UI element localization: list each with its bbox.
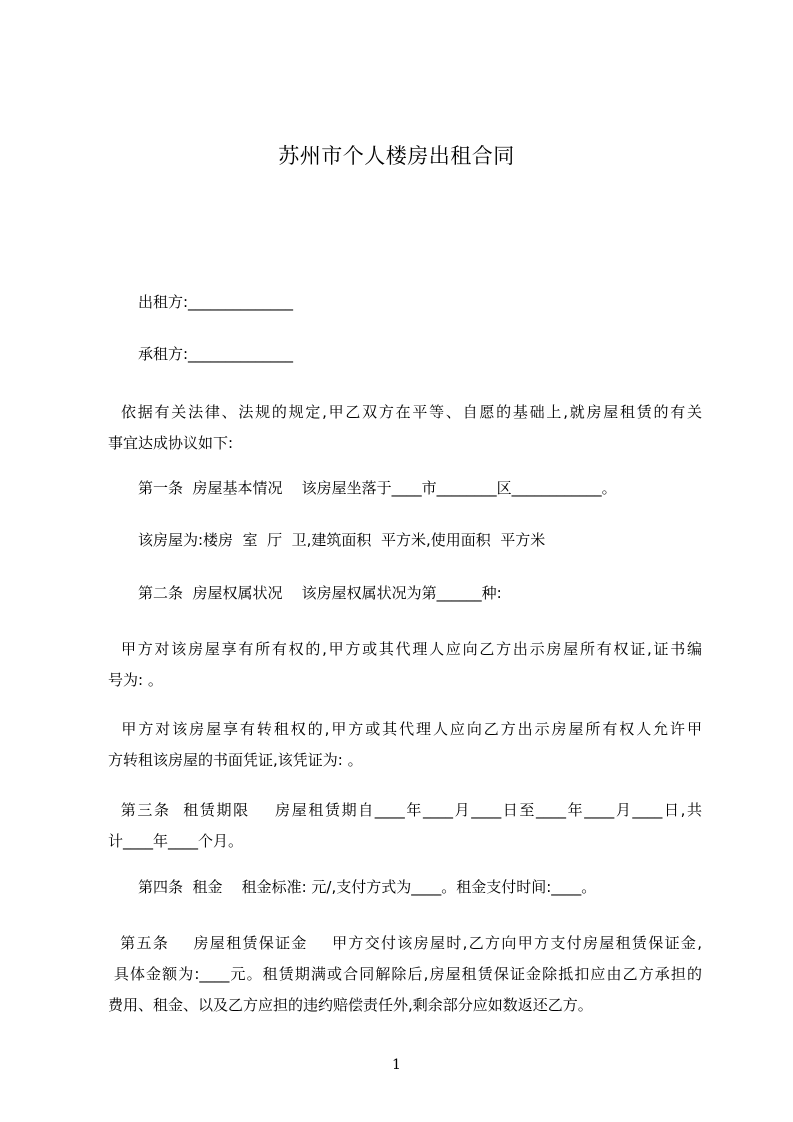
article-4: 第四条 租金 租金标准: 元/,支付方式为____。租金支付时间:____。 bbox=[138, 878, 597, 896]
article-1: 第一条 房屋基本情况 该房屋坐落于____市________区____________。 bbox=[138, 479, 617, 497]
ownership-2-line-2: 方转租该房屋的书面凭证,该凭证为: 。 bbox=[108, 751, 363, 769]
intro-paragraph bbox=[108, 397, 702, 459]
house-description: 该房屋为:楼房 室 厅 卫,建筑面积 平方米,使用面积 平方米 bbox=[138, 531, 546, 549]
article-3-line-2: 计____年____个月。 bbox=[108, 832, 244, 850]
ownership-1-line-1: 甲方对该房屋享有所有权的,甲方或其代理人应向乙方出示房屋所有权证,证书编 bbox=[108, 640, 702, 658]
intro-line-2: 事宜达成协议如下: bbox=[108, 434, 234, 452]
lessee-line: 承租方:______________ bbox=[138, 345, 294, 363]
article-3 bbox=[108, 795, 702, 857]
article-3-line-1: 第三条 租赁期限 房屋租赁期自____年____月____日至____年____月____日,共 bbox=[108, 801, 702, 819]
ownership-2-line-1: 甲方对该房屋享有转租权的,甲方或其代理人应向乙方出示房屋所有权人允许甲 bbox=[108, 720, 702, 738]
page-number: 1 bbox=[392, 1057, 401, 1073]
ownership-paragraph-1 bbox=[108, 634, 702, 696]
article-5-line-2: 具体金额为:____元。租赁期满或合同解除后,房屋租赁保证金除抵扣应由乙方承担的 bbox=[108, 965, 702, 983]
intro-line-1: 依据有关法律、法规的规定,甲乙双方在平等、自愿的基础上,就房屋租赁的有关 bbox=[108, 403, 702, 421]
article-5-line-3: 费用、租金、以及乙方应担的违约赔偿责任外,剩余部分应如数返还乙方。 bbox=[108, 996, 593, 1014]
article-2: 第二条 房屋权属状况 该房屋权属状况为第______种: bbox=[138, 584, 502, 602]
contract-title: 苏州市个人楼房出租合同 bbox=[278, 144, 515, 168]
ownership-1-line-2: 号为: 。 bbox=[108, 671, 163, 689]
article-5 bbox=[108, 928, 702, 1021]
ownership-paragraph-2 bbox=[108, 714, 702, 776]
lessor-line: 出租方:______________ bbox=[138, 293, 294, 311]
article-5-line-1: 第五条 房屋租赁保证金 甲方交付该房屋时,乙方向甲方支付房屋租赁保证金, bbox=[108, 934, 702, 952]
